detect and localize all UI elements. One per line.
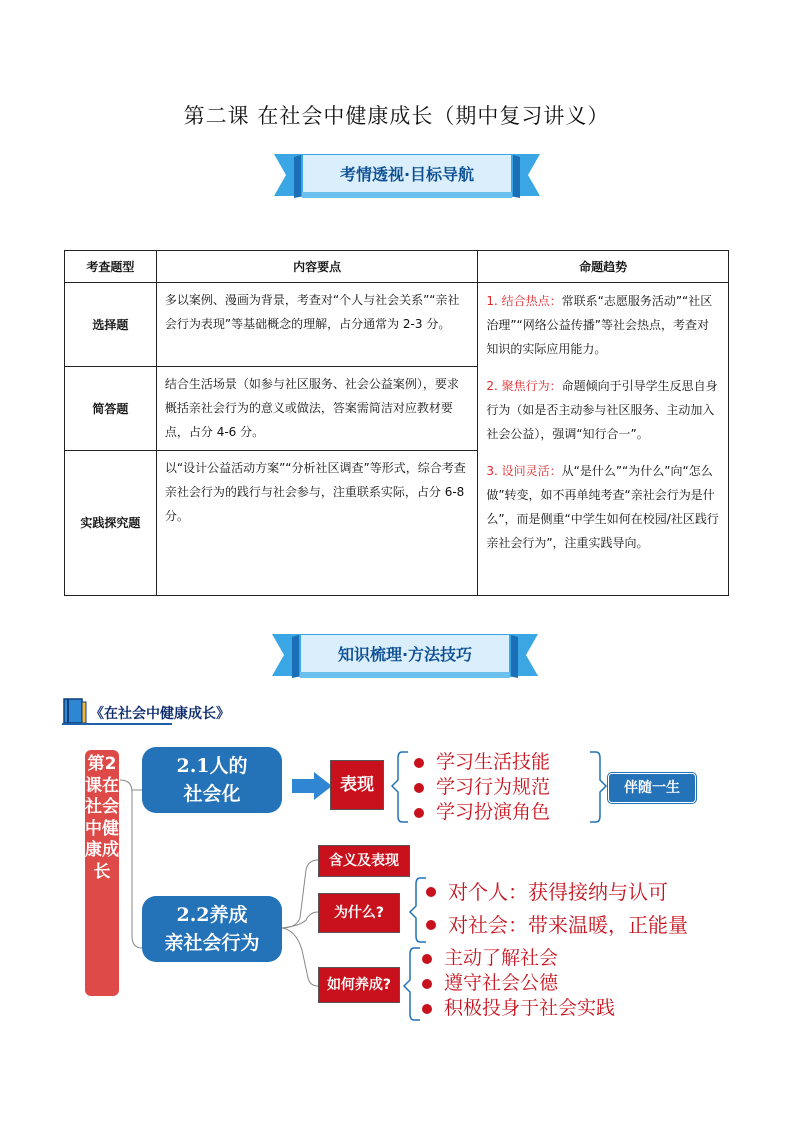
header-type: 考查题型 xyxy=(65,251,157,283)
trend-text: 从“是什么”“为什么”向“怎么做”转变，如不再单纯考查“亲社会行为是什么”，而是侧重“中学生如何在校园/社区践行亲社会行为”，注重实践导向。 xyxy=(486,464,719,550)
trend-text: 常联系“志愿服务活动”“社区治理”“网络公益传播”等社会热点，考查对知识的实际应用能力。 xyxy=(486,294,713,356)
lifelong-badge: 伴随一生 xyxy=(608,773,696,803)
row-type: 实践探究题 xyxy=(65,451,157,596)
box-how: 如何养成? xyxy=(318,967,400,1003)
row-content: 多以案例、漫画为背景，考查对“个人与社会关系”“亲社会行为表现”等基础概念的理解，占分通常为 2-3 分。 xyxy=(156,283,477,367)
box-meaning: 含义及表现 xyxy=(318,845,410,877)
list-item: 主动了解社会 xyxy=(420,946,615,971)
trend-text: 命题倾向于引导学生反思自身行为（如是否主动参与社区服务、主动加入社会公益），强调“知行合一”。 xyxy=(486,379,718,441)
how-list xyxy=(420,946,615,1021)
trend-label: 3. 设问灵活： xyxy=(486,464,562,478)
row-content: 以“设计公益活动方案”“分析社区调查”等形式，综合考查亲社会行为的践行与社会参与，注重联系实际，占分 6-8 分。 xyxy=(156,451,477,596)
box-performance: 表现 xyxy=(330,760,384,810)
page-title: 第二课 在社会中健康成长（期中复习讲义） xyxy=(183,104,610,128)
list-item: 积极投身于社会实践 xyxy=(420,996,615,1021)
list-item: 学习扮演角色 xyxy=(412,800,550,825)
exam-banner-label: 考情透视·目标导航 xyxy=(339,165,475,184)
list-item: 对社会：带来温暖，正能量 xyxy=(424,909,688,942)
list-item: 对个人：获得接纳与认可 xyxy=(424,876,688,909)
socialization-list xyxy=(412,750,550,825)
header-trend: 命题趋势 xyxy=(478,251,729,283)
topic-socialization: 2.1人的 社会化 xyxy=(142,747,282,813)
trend-label: 2. 聚焦行为： xyxy=(486,379,562,393)
header-content: 内容要点 xyxy=(156,251,477,283)
topic-prosocial: 2.2养成 亲社会行为 xyxy=(142,896,282,962)
list-item: 遵守社会公德 xyxy=(420,971,615,996)
book-title: 《在社会中健康成长》 xyxy=(90,706,230,722)
list-item: 学习行为规范 xyxy=(412,775,550,800)
mindmap-root: 第2课在社会中健康成长 xyxy=(85,750,119,996)
why-list xyxy=(424,876,688,942)
knowledge-banner-label: 知识梳理·方法技巧 xyxy=(337,645,473,664)
row-content: 结合生活场景（如参与社区服务、社会公益案例），要求概括亲社会行为的意义或做法，答案需简洁对应教材要点，占分 4-6 分。 xyxy=(156,367,477,451)
trend-label: 1. 结合热点： xyxy=(486,294,562,308)
list-item: 学习生活技能 xyxy=(412,750,550,775)
box-why: 为什么? xyxy=(318,893,400,933)
row-type: 简答题 xyxy=(65,367,157,451)
row-type: 选择题 xyxy=(65,283,157,367)
